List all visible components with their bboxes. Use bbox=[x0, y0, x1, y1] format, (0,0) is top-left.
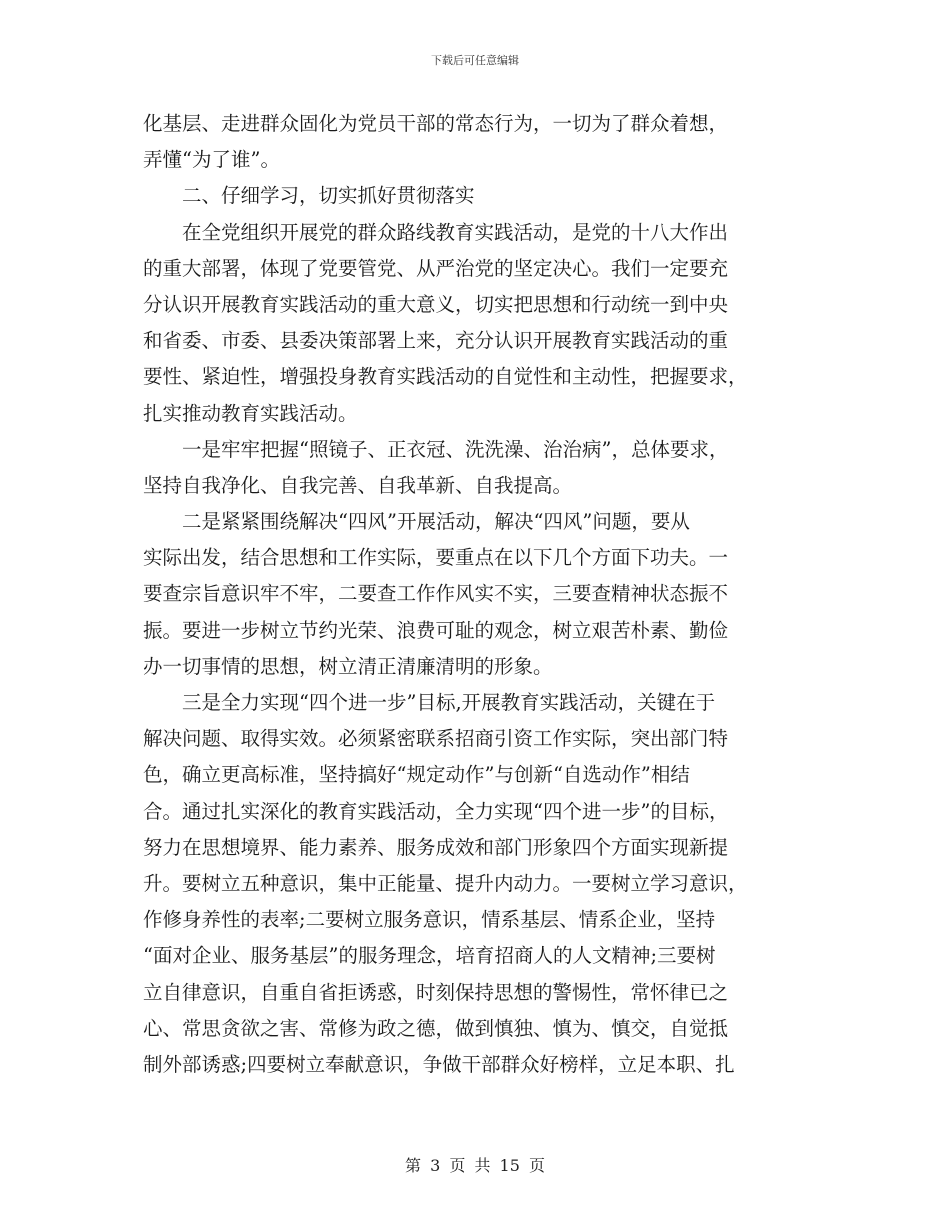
text-line: 化基层、走进群众固化为党员干部的常态行为，一切为了群众着想， bbox=[143, 112, 729, 135]
text-line: 和省委、市委、县委决策部署上来，充分认识开展教育实践活动的重 bbox=[143, 329, 729, 353]
text-line: 制外部诱惑;四要树立奉献意识，争做干部群众好榜样，立足本职、扎 bbox=[143, 1052, 735, 1076]
text-line: 坚持自我净化、自我完善、自我革新、自我提高。 bbox=[143, 473, 573, 497]
text-line: 扎实推动教育实践活动。 bbox=[143, 401, 358, 425]
text-line: 办一切事情的思想，树立清正清廉清明的形象。 bbox=[143, 654, 553, 678]
text-line: 心、常思贪欲之害、常修为政之德，做到慎独、慎为、慎交，自觉抵 bbox=[143, 1016, 729, 1040]
text-line: 解决问题、取得实效。必须紧密联系招商引资工作实际，突出部门特 bbox=[143, 727, 729, 751]
text-line: 升。要树立五种意识，集中正能量、提升内动力。一要树立学习意识， bbox=[143, 871, 748, 895]
text-line: 在全党组织开展党的群众路线教育实践活动，是党的十八大作出 bbox=[143, 220, 729, 244]
text-line: 分认识开展教育实践活动的重大意义，切实把思想和行动统一到中央 bbox=[143, 292, 729, 316]
section-heading: 二、仔细学习，切实抓好贯彻落实 bbox=[143, 184, 475, 208]
page-number-footer: 第 3 页 共 15 页 bbox=[405, 1156, 545, 1175]
text-line: 作修身养性的表率;二要树立服务意识，情系基层、情系企业，坚持 bbox=[143, 908, 716, 932]
text-line: 二是紧紧围绕解决“四风”开展活动，解决“四风”问题，要从 bbox=[143, 510, 690, 534]
text-line: 一是牢牢把握“照镜子、正衣冠、洗洗澡、治治病”，总体要求， bbox=[143, 437, 729, 461]
text-line: 色，确立更高标准，坚持搞好“规定动作”与创新“自选动作”相结 bbox=[143, 763, 690, 787]
document-body bbox=[143, 106, 803, 1083]
text-line: 合。通过扎实深化的教育实践活动，全力实现“四个进一步”的目标， bbox=[143, 799, 729, 823]
text-line: 三是全力实现“四个进一步”目标,开展教育实践活动，关键在于 bbox=[143, 691, 716, 714]
text-line: 立自律意识，自重自省拒诱惑，时刻保持思想的警惕性，常怀律已之 bbox=[143, 980, 729, 1004]
text-line: 要查宗旨意识牢不牢，二要查工作作风实不实，三要查精神状态振不 bbox=[143, 582, 729, 606]
text-line: 实际出发，结合思想和工作实际，要重点在以下几个方面下功夫。一 bbox=[143, 546, 729, 570]
text-line: “面对企业、服务基层”的服务理念，培育招商人的人文精神;三要树 bbox=[143, 944, 716, 968]
text-line: 弄懂“为了谁”。 bbox=[143, 148, 280, 172]
text-line: 振。要进一步树立节约光荣、浪费可耻的观念，树立艰苦朴素、勤俭 bbox=[143, 618, 729, 642]
page-header-note: 下载后可任意编辑 bbox=[431, 54, 519, 67]
text-line: 的重大部署，体现了党要管党、从严治党的坚定决心。我们一定要充 bbox=[143, 256, 729, 280]
text-line: 努力在思想境界、能力素养、服务成效和部门形象四个方面实现新提 bbox=[143, 835, 729, 859]
text-line: 要性、紧迫性，增强投身教育实践活动的自觉性和主动性，把握要求， bbox=[143, 365, 748, 389]
